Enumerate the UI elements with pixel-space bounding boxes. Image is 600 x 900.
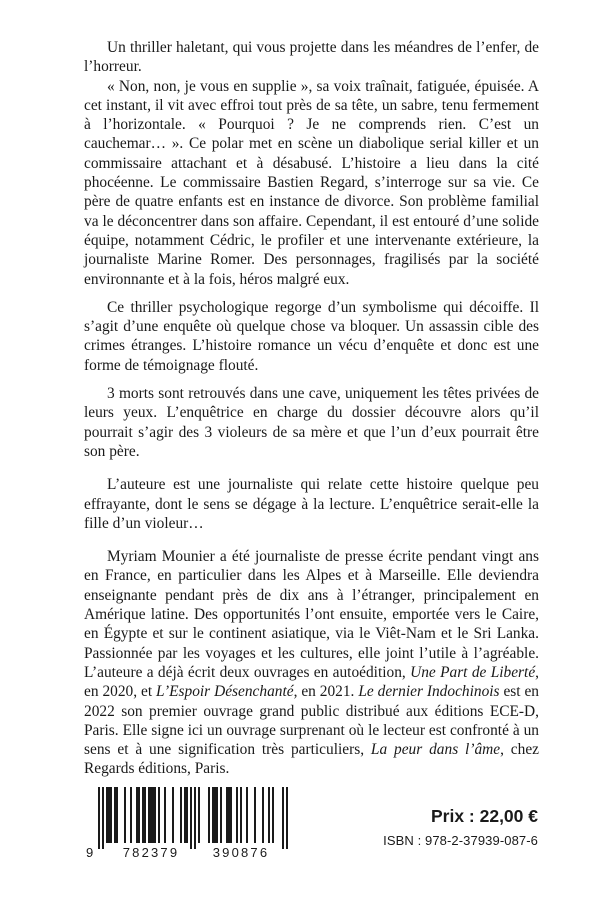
back-cover-text — [84, 38, 539, 779]
barcode — [84, 787, 294, 859]
barcode-bar — [212, 787, 214, 843]
barcode-bar — [186, 787, 188, 843]
barcode-bar — [144, 787, 146, 843]
barcode-bar — [272, 787, 274, 843]
barcode-bar — [240, 787, 242, 843]
barcode-bar — [208, 787, 210, 843]
barcode-bar — [106, 787, 108, 843]
book-title-2: L’Espoir Désenchanté — [156, 683, 294, 701]
barcode-bar — [154, 787, 156, 843]
bio-text-1: Myriam Mounier a été journaliste de presse écrite pendant vingt ans en France, en particulier dans les Alpes et à Marseille. Elle deviendra enseignante pendant près de dix ans à l’étranger, principalement en Amérique latine. Des opportunités l’ont ensuite, emportée vers le Caire, en Égypte et sur le continent asiatique, via le Viêt-Nam et le Sri Lanka. Passionnée par les voyages et les cultures, elle joint l’utile à l’agréable. L’auteure a déjà écrit deux ouvrages en autoédition, — [84, 548, 539, 681]
bio-text-4: est en 2022 son premier ouvrage grand public distribué aux éditions ECE-D, Paris. Elle signe ici un ouvrage surprenant où le lecteur est confronté à un sens et à une signification très particuliers, — [84, 683, 539, 759]
barcode-left-digits: 782379 — [122, 845, 180, 859]
barcode-bar — [230, 787, 232, 843]
bio-text-3: , en 2021. — [293, 683, 359, 701]
blurb-paragraph-5: L’auteure est une journaliste qui relate cette histoire quelque peu effrayante, dont le sens se dégage à la lecture. L’enquêtrice serait-elle la fille d’un violeur… — [84, 476, 539, 532]
isbn: ISBN : 978-2-37939-087-6 — [383, 833, 538, 848]
barcode-bar — [152, 787, 154, 843]
blurb-paragraph-3: Ce thriller psychologique regorge d’un symbolisme qui décoiffe. Il s’agit d’une enquête où quelque chose va bloquer. Un assassin cible des crimes étranges. L’histoire romance un vécu d’enquête et donc est une forme de témoignage flouté. — [84, 298, 539, 374]
barcode-right-digits: 390876 — [212, 845, 270, 859]
barcode-bar — [180, 787, 182, 843]
barcode-bar — [228, 787, 230, 843]
barcode-bar — [236, 787, 238, 843]
barcode-guard-bar — [286, 787, 288, 849]
author-bio — [84, 547, 539, 779]
barcode-bar — [142, 787, 144, 843]
barcode-guard-bar — [194, 787, 196, 849]
barcode-bar — [254, 787, 256, 843]
barcode-bar — [172, 787, 174, 843]
book-title-4: La peur dans l’âme — [370, 741, 501, 759]
barcode-bar — [158, 787, 160, 843]
price-info — [383, 806, 538, 849]
barcode-bar — [164, 787, 166, 843]
barcode-bar — [216, 787, 218, 843]
barcode-bar — [220, 787, 222, 843]
barcode-bar — [226, 787, 228, 843]
barcode-bar — [138, 787, 140, 843]
barcode-bar — [114, 787, 116, 843]
blurb-paragraph-4: 3 morts sont retrouvés dans une cave, uniquement les têtes privées de leurs yeux. L’enquêtrice en charge du dossier découvre alors qu’il pourrait s’agir des 3 violeurs de sa mère et que l’un d’eux pourrait être son père. — [84, 385, 539, 460]
barcode-bar — [110, 787, 112, 843]
barcode-guard-bar — [98, 787, 100, 849]
barcode-bar — [130, 787, 132, 843]
barcode-bar — [136, 787, 138, 843]
barcode-bar — [246, 787, 248, 843]
barcode-bar — [198, 787, 200, 843]
barcode-bar — [214, 787, 216, 843]
barcode-bar — [150, 787, 152, 843]
blurb-paragraph-1: Un thriller haletant, qui vous projette dans les méandres de l’enfer, de l’horreur. — [84, 39, 539, 76]
blurb-paragraph-2: « Non, non, je vous en supplie », sa voix traînait, fatiguée, épuisée. A cet instant, il vit avec effroi tout près de sa tête, un sabre, tenu fermement à l’horizontale. « Pourquoi ? Je ne comprends rien. C’est un cauchemar… ». Ce polar met en scène un diabolique serial killer et un commissaire attachant et à désabusé. L’histoire a lieu dans la cité phocéenne. Le commissaire Bastien Regard, s’interroge sur sa vie. Ce père de quatre enfants est en instance de divorce. Son problème familial va le déconcentrer dans son affaire. Cependant, il est entouré d’une solide équipe, notamment Cédric, le profiler et une intervenante extérieure, la journaliste Marine Romer. Des personnages, fragilisés par la société environnante et à la fois, héros malgré eux. — [84, 77, 539, 288]
barcode-bar — [148, 787, 150, 843]
ean13-barcode-icon — [84, 787, 294, 859]
barcode-bar — [262, 787, 264, 843]
book-title-3: Le dernier Indochinois — [358, 683, 500, 701]
bio-text-2: , en 2020, et — [84, 663, 540, 701]
book-title-1: Une Part de Liberté — [410, 663, 536, 681]
barcode-guard-bar — [190, 787, 192, 849]
barcode-bar — [116, 787, 118, 843]
barcode-guard-bar — [282, 787, 284, 849]
barcode-bar — [124, 787, 126, 843]
barcode-first-digit: 9 — [86, 845, 94, 859]
barcode-bar — [184, 787, 186, 843]
price: Prix : 22,00 € — [430, 806, 538, 826]
barcode-bar — [108, 787, 110, 843]
barcode-guard-bar — [102, 787, 104, 849]
barcode-bar — [268, 787, 270, 843]
bio-text-5: , chez Regards éditions, Paris. — [84, 741, 539, 778]
